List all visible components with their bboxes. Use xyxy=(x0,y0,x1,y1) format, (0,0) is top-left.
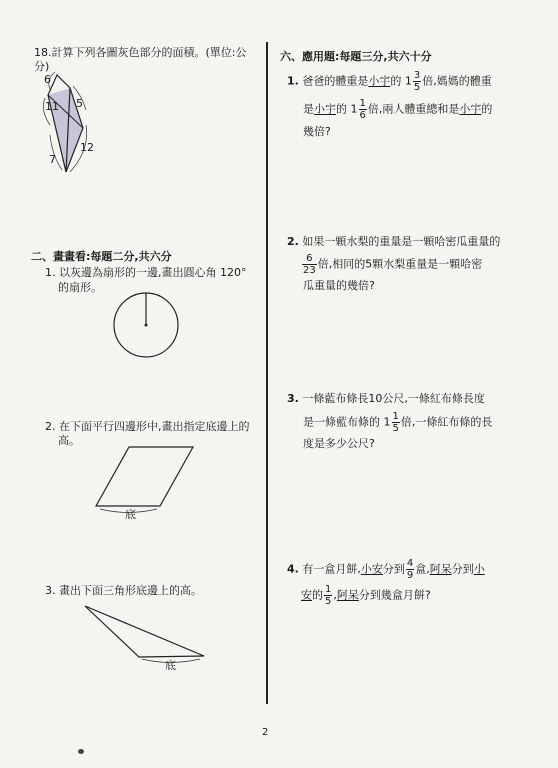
r-q2-frac-num: 6 xyxy=(302,253,317,265)
r-q3-frac-num: 1 xyxy=(392,411,399,422)
r-q1-frac2-den: 6 xyxy=(359,110,366,121)
r-q4-name4: 阿呆 xyxy=(336,588,359,602)
q18-text: 18.計算下列各圖灰色部分的面積。(單位:公 xyxy=(34,46,247,59)
r-q4-name3a: 小 xyxy=(473,562,485,576)
r-q1-name3: 小宇 xyxy=(459,102,482,116)
s2-q1-line1: 1. 以灰邊為扇形的一邊,畫出圓心角 120° xyxy=(45,266,247,279)
r-q4-name3b: 安 xyxy=(301,588,312,602)
r-q4-line2 xyxy=(301,584,431,607)
section6-title: 六、應用題:每題三分,共六十分 xyxy=(280,50,432,63)
s2-q2-line2: 高。 xyxy=(58,434,80,447)
r-q4-frac2 xyxy=(324,584,332,607)
r-q2-frac-den: 23 xyxy=(303,265,316,276)
r-q1-frac1 xyxy=(413,70,421,93)
r-q1-l1c: 倍,媽媽的體重 xyxy=(422,74,492,88)
r-q1-name1: 小宇 xyxy=(368,74,391,88)
r-q3-line2 xyxy=(303,411,492,434)
r-q4-l1d: 分到 xyxy=(451,562,474,576)
r-q4-l2c: 分到幾盒月餅? xyxy=(358,588,431,602)
triangle xyxy=(85,606,204,657)
q18-label-11: 11 xyxy=(45,100,59,113)
r-q4-frac2-den: 5 xyxy=(325,596,332,607)
r-q4-l2b: , xyxy=(333,588,337,602)
column-divider xyxy=(266,42,268,704)
r-q2-frac xyxy=(302,253,317,276)
r-q4-l1c: 盒, xyxy=(415,562,430,576)
r-q3-num: 3. xyxy=(287,392,299,405)
r-q1-frac1-num: 3 xyxy=(413,70,421,81)
r-q4-l2a: 的 xyxy=(312,588,323,602)
r-q4-name1: 小安 xyxy=(360,562,383,576)
r-q1-line1 xyxy=(287,70,492,93)
r-q1-frac2-num: 1 xyxy=(359,98,366,109)
r-q4-l1b: 分到 xyxy=(382,562,405,576)
r-q2-l1: 如果一顆水梨的重量是一顆哈密瓜重量的 xyxy=(302,235,501,248)
r-q4-name2: 阿呆 xyxy=(429,562,452,576)
s2-q1-line2: 的扇形。 xyxy=(58,281,102,294)
r-q1-line2 xyxy=(303,98,492,121)
r-q4-frac1-num: 4 xyxy=(406,558,414,569)
r-q3-frac xyxy=(392,411,400,434)
r-q1-line3: 幾倍? xyxy=(303,125,331,138)
r-q4-line1 xyxy=(287,558,485,581)
r-q1-name2: 小宇 xyxy=(314,102,336,116)
r-q4-frac2-num: 1 xyxy=(325,584,332,595)
r-q1-whole2: 1 xyxy=(350,102,358,116)
r-q3-l1: 一條藍布條長10公尺,一條紅布條長度 xyxy=(302,392,485,405)
r-q1-l2c: 倍,兩人體重總和是 xyxy=(367,102,460,116)
r-q3-line1 xyxy=(287,392,485,406)
r-q2-line1 xyxy=(287,235,500,249)
s2-q2-line1: 2. 在下面平行四邊形中,畫出指定底邊上的 xyxy=(45,420,250,433)
r-q2-num: 2. xyxy=(287,235,299,248)
triangle-base-label: 底 xyxy=(165,659,176,672)
r-q1-frac1-den: 5 xyxy=(413,82,421,93)
section2-title: 二、畫畫看:每題二分,共六分 xyxy=(31,250,172,263)
r-q1-whole1: 1 xyxy=(404,74,412,88)
r-q4-num: 4. xyxy=(287,562,299,576)
r-q1-l1a: 爸爸的體重是 xyxy=(302,74,369,88)
r-q3-line3: 度是多少公尺? xyxy=(303,437,375,450)
r-q1-l2b: 的 xyxy=(336,102,347,116)
r-q1-l2a: 是 xyxy=(303,102,314,116)
r-q3-frac-den: 5 xyxy=(392,423,399,434)
r-q1-l2d: 的 xyxy=(481,102,493,116)
r-q1-l1b: 的 xyxy=(390,74,402,88)
r-q2-l2: 倍,相同的5顆水梨重量是一顆哈密 xyxy=(317,257,483,271)
r-q3-l2b: 倍,一條紅布條的長 xyxy=(400,415,493,429)
r-q2-line2 xyxy=(301,253,482,276)
s2-q3-line1: 3. 畫出下面三角形底邊上的高。 xyxy=(45,584,202,597)
r-q1-num: 1. xyxy=(287,74,299,88)
page-number: 2 xyxy=(262,727,269,738)
q18-label-12: 12 xyxy=(80,141,94,154)
q18-label-7: 7 xyxy=(49,153,56,166)
r-q4-frac1-den: 9 xyxy=(406,570,414,581)
ink-spot xyxy=(78,749,84,754)
q18-label-5: 5 xyxy=(76,97,83,110)
q18-label-6: 6 xyxy=(44,73,51,86)
q18-unit-cont: 分) xyxy=(34,60,50,73)
r-q2-line3: 瓜重量的幾倍? xyxy=(303,279,375,292)
r-q4-l1a: 有一盒月餅, xyxy=(302,562,361,576)
r-q4-frac1 xyxy=(406,558,414,581)
r-q1-frac2 xyxy=(359,98,367,121)
parallelogram-base-label: 底 xyxy=(125,508,136,521)
r-q3-whole: 1 xyxy=(383,415,391,429)
r-q3-l2a: 是一條藍布條的 xyxy=(303,415,380,429)
